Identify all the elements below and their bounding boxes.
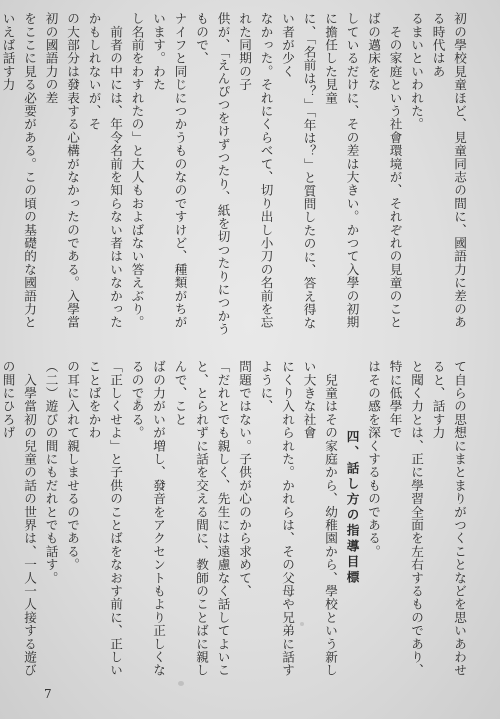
section-heading: 四、話し方の指導目標 <box>344 430 360 586</box>
text-line: て自らの思想にまとまりがつくことなどを思いあわせると、話す力 <box>430 360 467 677</box>
text-line: 前者の中には、年令名前を知らない者はいなかったかもしれないが、そ <box>86 12 123 329</box>
text-line: 供が、「えんぴつをけずつたり、紙を切つたりにつかうもので、 <box>194 12 231 336</box>
text-line: るまいといわれた。 <box>409 12 424 131</box>
text-line: の耳に入れて親しませるのである。 <box>65 360 80 572</box>
text-line: し名前をわすれたの」と大人もおよばない答えぶり。 <box>129 12 145 329</box>
text-line: 初の學校見童ほど、見童同志の間に、國語力に差のある時代はあ <box>430 12 467 329</box>
paper-stain <box>300 622 304 626</box>
text-line: をここに見る必要がある。この頃の基礎的な國語力といえば話す力 <box>0 12 37 329</box>
page-number: 7 <box>44 687 52 701</box>
text-line: と聞く力とは、正に學習全面を左右するものであり、特に低學年で <box>387 360 424 677</box>
text-line: ばの力がいが増し、發音をアクセントもより正しくなるのである。 <box>129 360 166 677</box>
text-line: なかった。それにくらべて、切り出し小刀の名前を忘れた同期の子 <box>237 12 274 329</box>
text-line: 兒童はその家庭から、幼稚園から、學校という新しい大きな社會 <box>301 360 338 677</box>
text-line: と、とられずに話を交える間に、教師のことばに親しんで、こと <box>172 360 209 677</box>
text-line: その家庭という社會環境が、それぞれの見童のことばの邁床をな <box>366 12 403 329</box>
lower-text-block <box>0 360 470 682</box>
text-line: 問題ではない。子供が心のから求めて、 <box>237 360 252 598</box>
text-line: の大部分は發表する心構がなかったのである。入學當初の國語力の差 <box>43 12 80 329</box>
paper-stain <box>178 681 184 686</box>
text-line: 「だれとでも親しく、先生には遠慮なく話してよいこ <box>215 360 231 677</box>
text-line: にくり入れられた。かれらは、その父母や兄弟に話すように、 <box>258 360 295 677</box>
upper-text-block <box>0 12 470 338</box>
text-line: （二）遊びの間にもだれとでも話す。 <box>43 360 59 585</box>
text-line: ナイフと同じにつかうものなのですけど、種類がちがいます。わた <box>151 12 188 329</box>
text-line: に、「名前は？」「年は？」と質問したのに、答え得ない者が少く <box>280 12 317 330</box>
text-line: はその感を深くするものである。 <box>366 360 381 558</box>
text-line: 「正しくせよ」と子供のことばをなおす前に、正しいことばをかわ <box>86 360 123 677</box>
text-line: 入學當初の兒童の話の世界は、一人一人接する遊びの間にひろげ <box>0 360 37 677</box>
text-line: しているだけに、その差は大きい。かつて入學の初期に擔任した見童 <box>323 12 360 329</box>
paper-stain <box>136 398 141 402</box>
